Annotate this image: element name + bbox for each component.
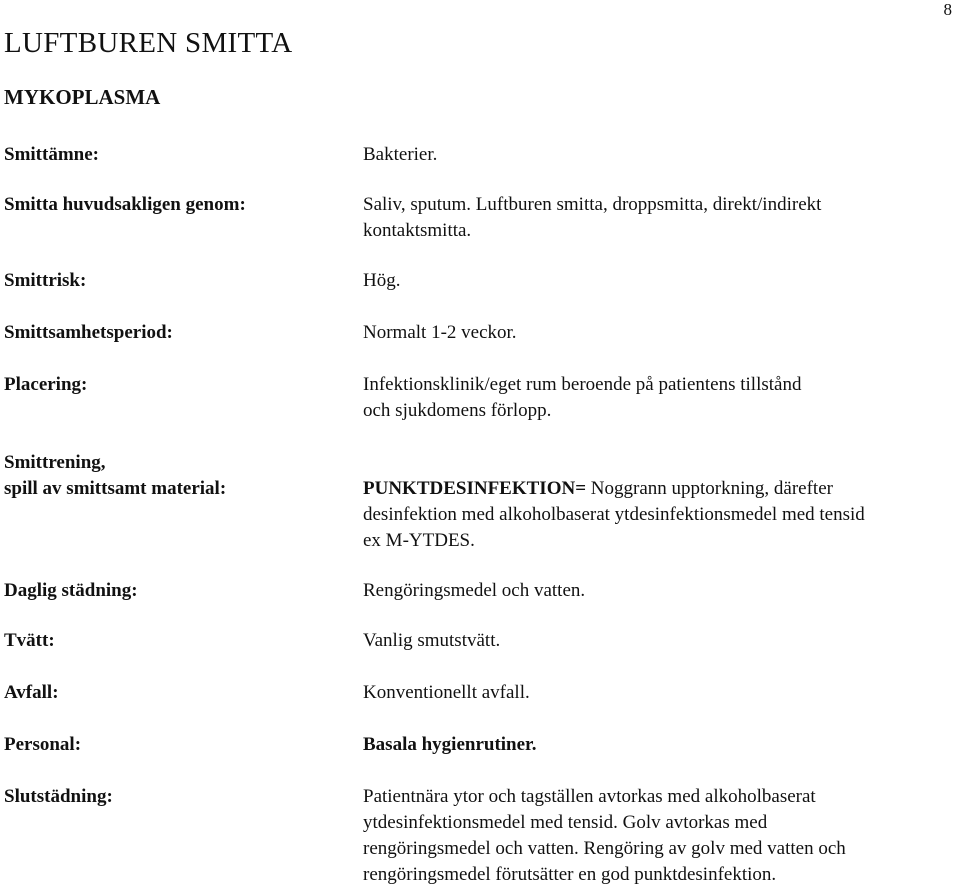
value-smittrisk: Hög. bbox=[363, 270, 401, 291]
label-smittrening: Smittrening, spill av smittsamt material: bbox=[4, 452, 227, 499]
label-daglig-stadning: Daglig städning: bbox=[4, 580, 138, 601]
label-smittsamhetsperiod: Smittsamhetsperiod: bbox=[4, 322, 173, 343]
label-avfall: Avfall: bbox=[4, 682, 59, 703]
label-smitta-genom: Smitta huvudsakligen genom: bbox=[4, 194, 246, 215]
value-smittrening-text: Noggrann upptorkning, därefter desinfektion med alkoholbaserat ytdesinfektionsmedel med tensid ex M-YTDES. bbox=[363, 478, 865, 551]
value-tvatt: Vanlig smutstvätt. bbox=[363, 630, 501, 651]
label-placering: Placering: bbox=[4, 374, 88, 395]
value-smitta-genom: Saliv, sputum. Luftburen smitta, droppsmitta, direkt/indirekt kontaktsmitta. bbox=[363, 194, 822, 241]
value-smittamne: Bakterier. bbox=[363, 144, 438, 165]
label-personal: Personal: bbox=[4, 734, 82, 755]
value-smittrening-keyword: PUNKTDESINFEKTION= bbox=[363, 478, 587, 499]
value-slutstadning: Patientnära ytor och tagställen avtorkas med alkoholbaserat ytdesinfektionsmedel med tensid. Golv avtorkas med rengöringsmedel och vatten. Rengöring av golv med vatten och rengöringsmedel förutsätter en god punktdesinfektion. bbox=[363, 786, 846, 885]
label-smittamne: Smittämne: bbox=[4, 144, 99, 165]
page-number: 8 bbox=[943, 0, 952, 19]
value-smittsamhetsperiod: Normalt 1-2 veckor. bbox=[363, 322, 517, 343]
page-title: LUFTBUREN SMITTA bbox=[4, 27, 293, 59]
page-subtitle: MYKOPLASMA bbox=[4, 85, 161, 109]
label-tvatt: Tvätt: bbox=[4, 630, 55, 651]
label-smittrisk: Smittrisk: bbox=[4, 270, 87, 291]
value-placering: Infektionsklinik/eget rum beroende på patientens tillstånd och sjukdomens förlopp. bbox=[363, 374, 802, 421]
label-slutstadning: Slutstädning: bbox=[4, 786, 113, 807]
value-avfall: Konventionellt avfall. bbox=[363, 682, 530, 703]
value-daglig-stadning: Rengöringsmedel och vatten. bbox=[363, 580, 586, 601]
value-personal: Basala hygienrutiner. bbox=[363, 734, 537, 755]
value-smittrening bbox=[363, 476, 955, 554]
